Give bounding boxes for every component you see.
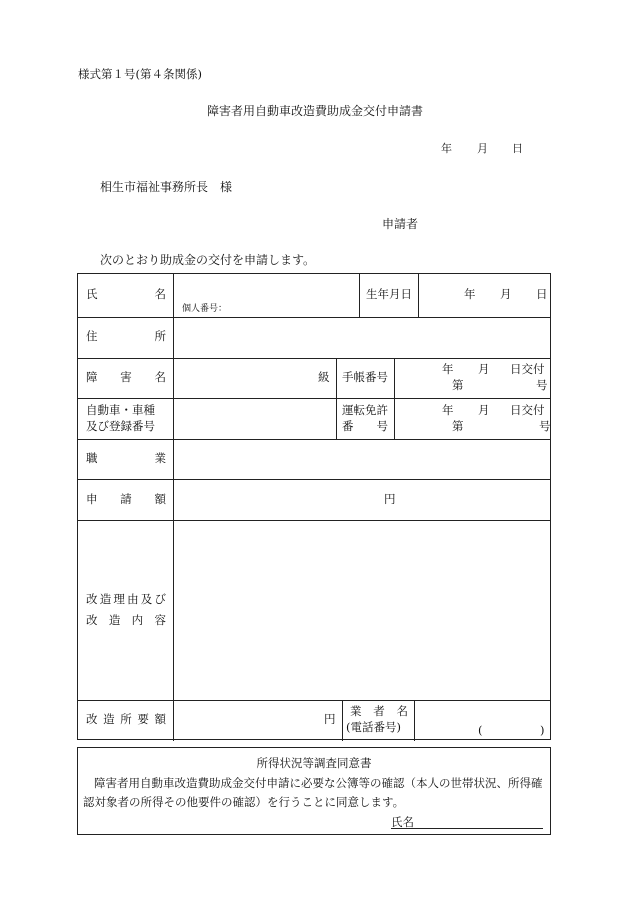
addressee: 相生市福祉事務所長 様 [100, 180, 233, 194]
handbook-no-prefix: 第 [452, 378, 464, 392]
license-no-suffix: 号 [539, 419, 551, 433]
signature-line [391, 814, 543, 829]
cost-yen-unit: 円 [324, 712, 336, 726]
address-label: 住 所 [86, 329, 166, 343]
vehicle-label-line1: 自動車・車種 [86, 403, 155, 417]
column-divider [418, 274, 419, 317]
my-number-label: 個人番号： [182, 304, 228, 314]
application-table [77, 273, 551, 740]
vendor-label-line2: (電話番号) [346, 720, 401, 734]
license-year-label: 年 [442, 403, 454, 417]
amount-label: 申 請 額 [86, 492, 166, 506]
name-label: 氏 名 [86, 287, 166, 301]
date-month-label: 月 [477, 142, 488, 155]
row-divider [78, 700, 550, 701]
column-divider [342, 700, 343, 741]
birth-day-label: 日 [536, 287, 548, 301]
column-divider [359, 274, 360, 317]
handbook-number-label: 手帳番号 [342, 370, 388, 384]
license-label-line1: 運転免許 [342, 403, 388, 417]
cost-label: 改 造 所 要 額 [86, 712, 166, 726]
consent-box [77, 747, 551, 835]
reason-label-line1: 改 造 理 由 及 び [86, 592, 166, 606]
handbook-no-suffix: 号 [536, 378, 548, 392]
grade-unit: 級 [318, 370, 330, 384]
form-title: 障害者用自動車改造費助成金交付申請書 [206, 104, 423, 118]
consent-body: 障害者用自動車改造費助成金交付申請に必要な公簿等の確認（本人の世帯状況、所得確認対象者の所得その他要件の確認）を行うことに同意します。 [83, 776, 543, 809]
vendor-label-line1: 業 者 名 [350, 704, 408, 718]
column-divider [336, 358, 337, 439]
row-divider [78, 479, 550, 480]
date-day-label: 日 [512, 142, 523, 155]
intro-text: 次のとおり助成金の交付を申請します。 [100, 253, 316, 267]
handbook-month-label: 月 [478, 362, 490, 376]
license-month-label: 月 [478, 403, 490, 417]
birth-year-label: 年 [464, 287, 476, 301]
column-divider [414, 700, 415, 741]
reason-label-line2: 改 造 内 容 [86, 613, 166, 627]
signature-label: 氏名 [391, 815, 414, 829]
amount-yen-unit: 円 [384, 492, 396, 506]
occupation-label: 職 業 [86, 451, 166, 465]
license-issued-label: 日交付 [510, 403, 545, 417]
applicant-label: 申請者 [382, 217, 419, 231]
row-divider [78, 317, 550, 318]
row-divider [78, 439, 550, 440]
row-divider [78, 520, 550, 521]
date-year-label: 年 [441, 142, 452, 155]
phone-paren-close: ) [540, 723, 545, 737]
birth-month-label: 月 [500, 287, 512, 301]
license-no-prefix: 第 [452, 419, 464, 433]
form-number: 様式第１号(第４条関係) [78, 67, 202, 81]
vehicle-label-line2: 及び登録番号 [86, 419, 155, 433]
row-divider [78, 358, 550, 359]
handbook-year-label: 年 [442, 362, 454, 376]
consent-title: 所得状況等調査同意書 [256, 756, 372, 770]
row-divider [78, 398, 550, 399]
column-divider [394, 358, 395, 439]
column-divider [173, 274, 174, 741]
disability-label: 障 害 名 [86, 370, 166, 384]
phone-paren-open: ( [478, 723, 483, 737]
birth-date-label: 生年月日 [366, 287, 412, 301]
handbook-issued-label: 日交付 [510, 362, 545, 376]
license-label-line2: 番 号 [342, 419, 388, 433]
